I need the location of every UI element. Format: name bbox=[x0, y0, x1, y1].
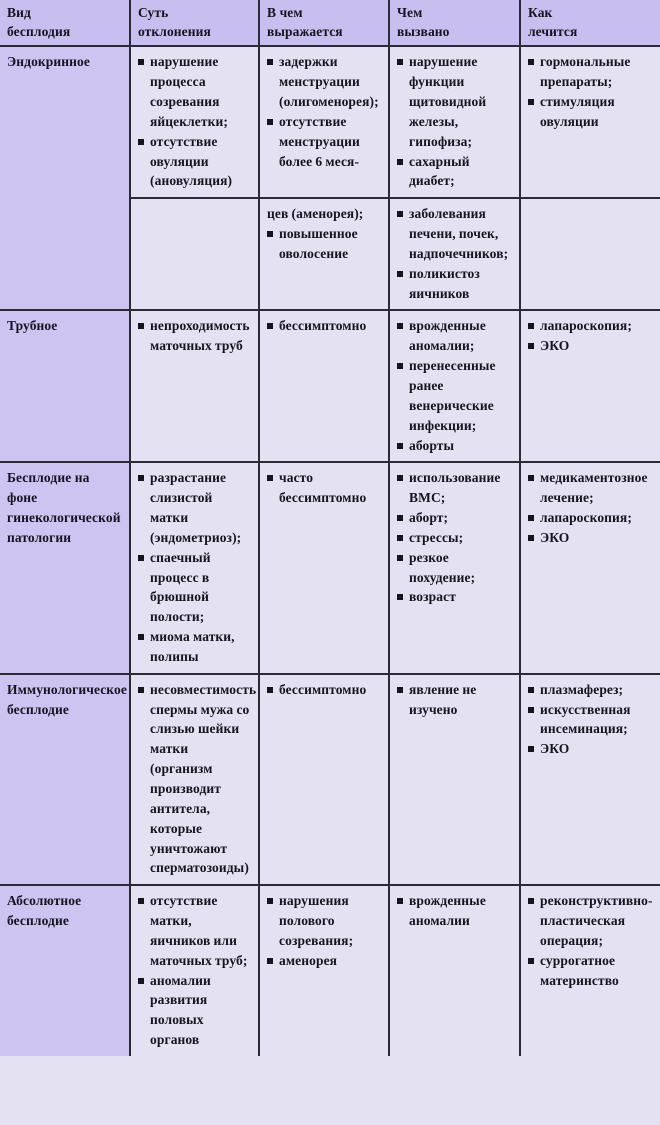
cell-cause bbox=[389, 46, 520, 198]
cause-list bbox=[397, 680, 512, 720]
category-label: Эндокринное bbox=[7, 54, 90, 70]
cause-list bbox=[397, 52, 512, 191]
cell-manifestation bbox=[259, 462, 389, 673]
list-item: лапароскопия; bbox=[528, 316, 653, 336]
table-body bbox=[0, 46, 660, 1056]
column-header-type-line2: бесплодия bbox=[7, 24, 71, 40]
list-item: повышенное оволосение bbox=[267, 224, 381, 264]
column-header-treatment-line2: лечится bbox=[528, 24, 578, 40]
table-row bbox=[0, 310, 660, 462]
cell-category-continued bbox=[0, 198, 130, 310]
cell-manifestation bbox=[259, 674, 389, 885]
list-item: бессимптомно bbox=[267, 680, 381, 700]
list-item: стимуляция овуляции bbox=[528, 92, 653, 132]
cell-essence bbox=[130, 674, 259, 885]
category-label: Трубное bbox=[7, 318, 58, 334]
column-header-manifestation-line2: выражается bbox=[267, 24, 343, 40]
essence-list bbox=[138, 468, 251, 666]
cell-essence bbox=[130, 46, 259, 198]
cell-treatment bbox=[520, 885, 660, 1056]
list-item: реконструктивно-пластическая операция; bbox=[528, 891, 653, 951]
cell-cause bbox=[389, 885, 520, 1056]
list-item: медикаментозное лечение; bbox=[528, 468, 653, 508]
list-item: бессимптомно bbox=[267, 316, 381, 336]
cell-essence bbox=[130, 310, 259, 462]
column-header-manifestation bbox=[259, 0, 389, 46]
list-item: сахарный диабет; bbox=[397, 152, 512, 192]
essence-list bbox=[138, 891, 251, 1050]
list-item: гормональные препараты; bbox=[528, 52, 653, 92]
list-item: разрастание слизистой матки (эндометриоз); bbox=[138, 468, 251, 547]
list-item: использование ВМС; bbox=[397, 468, 512, 508]
column-header-essence bbox=[130, 0, 259, 46]
cell-manifestation bbox=[259, 198, 389, 310]
list-item: непроходимость маточных труб bbox=[138, 316, 251, 356]
column-header-treatment-line1: Как bbox=[528, 5, 553, 20]
list-item: заболевания печени, почек, надпочечников; bbox=[397, 204, 512, 264]
cell-treatment bbox=[520, 46, 660, 198]
cell-cause bbox=[389, 310, 520, 462]
list-item: ЭКО bbox=[528, 528, 653, 548]
list-item: плазмаферез; bbox=[528, 680, 653, 700]
list-item: спаечный процесс в брюшной полости; bbox=[138, 548, 251, 627]
cause-list bbox=[397, 316, 512, 455]
column-header-cause-line1: Чем bbox=[397, 5, 423, 20]
list-item: явление не изучено bbox=[397, 680, 512, 720]
list-item: отсутствие матки, яичников или маточных труб; bbox=[138, 891, 251, 970]
treatment-list bbox=[528, 316, 653, 356]
list-item: резкое похудение; bbox=[397, 548, 512, 588]
cell-manifestation bbox=[259, 310, 389, 462]
column-header-treatment bbox=[520, 0, 660, 46]
list-item: перенесенные ранее венерические инфекции; bbox=[397, 356, 512, 435]
cell-essence bbox=[130, 462, 259, 673]
list-item: нарушение процесса созревания яйцеклетки; bbox=[138, 52, 251, 131]
cause-list bbox=[397, 204, 512, 303]
column-header-cause-line2: вызвано bbox=[397, 24, 450, 40]
table-row bbox=[0, 674, 660, 885]
cell-cause bbox=[389, 462, 520, 673]
list-item: ЭКО bbox=[528, 336, 653, 356]
cell-essence bbox=[130, 885, 259, 1056]
column-header-essence-line1: Суть bbox=[138, 5, 169, 20]
cause-list bbox=[397, 891, 512, 931]
cell-manifestation bbox=[259, 46, 389, 198]
essence-list bbox=[138, 52, 251, 191]
list-item: врожденные аномалии; bbox=[397, 316, 512, 356]
manifestation-list bbox=[267, 52, 381, 171]
cell-category bbox=[0, 885, 130, 1056]
list-item: аномалии развития половых органов bbox=[138, 971, 251, 1050]
treatment-list bbox=[528, 891, 653, 990]
cell-category bbox=[0, 46, 130, 198]
list-item: задержки менструации (олигоменорея); bbox=[267, 52, 381, 112]
cause-list bbox=[397, 468, 512, 607]
cell-cause bbox=[389, 674, 520, 885]
list-item: аборты bbox=[397, 436, 512, 456]
cell-cause bbox=[389, 198, 520, 310]
column-header-type-line1: Вид bbox=[7, 5, 31, 20]
manifestation-list bbox=[267, 316, 381, 336]
table-row bbox=[0, 885, 660, 1056]
cell-treatment bbox=[520, 674, 660, 885]
list-item: стрессы; bbox=[397, 528, 512, 548]
cell-essence bbox=[130, 198, 259, 310]
table-row bbox=[0, 462, 660, 673]
cell-manifestation bbox=[259, 885, 389, 1056]
cell-category bbox=[0, 674, 130, 885]
list-item: миома матки, полипы bbox=[138, 627, 251, 667]
cell-category bbox=[0, 310, 130, 462]
cell-treatment bbox=[520, 198, 660, 310]
manifestation-list bbox=[267, 891, 381, 970]
treatment-list bbox=[528, 680, 653, 759]
list-item: аборт; bbox=[397, 508, 512, 528]
category-label: Абсолютное бесплодие bbox=[7, 893, 82, 929]
list-item: нарушения полового созревания; bbox=[267, 891, 381, 951]
list-item: врожденные аномалии bbox=[397, 891, 512, 931]
column-header-manifestation-line1: В чем bbox=[267, 5, 303, 20]
cell-treatment bbox=[520, 310, 660, 462]
cell-treatment bbox=[520, 462, 660, 673]
treatment-list bbox=[528, 468, 653, 547]
essence-list bbox=[138, 680, 257, 878]
table-header bbox=[0, 0, 660, 46]
list-item: лапароскопия; bbox=[528, 508, 653, 528]
list-item: отсутствие менструации более 6 меся- bbox=[267, 112, 381, 172]
list-item: нарушение функции щитовидной железы, гипофиза; bbox=[397, 52, 512, 151]
manifestation-list bbox=[267, 204, 381, 264]
list-item: возраст bbox=[397, 587, 512, 607]
column-header-essence-line2: отклонения bbox=[138, 24, 211, 40]
manifestation-list bbox=[267, 680, 381, 700]
list-item: ЭКО bbox=[528, 739, 653, 759]
manifestation-list bbox=[267, 468, 381, 508]
essence-list bbox=[138, 316, 251, 356]
list-item-continuation: цев (аменорея); bbox=[267, 206, 364, 222]
category-label: Иммунологическое бесплодие bbox=[7, 681, 127, 717]
treatment-list bbox=[528, 52, 653, 131]
list-item: аменорея bbox=[267, 951, 381, 971]
column-header-type bbox=[0, 0, 130, 46]
list-item: искусственная инсеминация; bbox=[528, 700, 653, 740]
list-item: суррогатное материнство bbox=[528, 951, 653, 991]
category-label: Бесплодие на фоне гинекологической патологии bbox=[7, 470, 121, 545]
list-item: отсутствие овуляции (ановуляция) bbox=[138, 132, 251, 192]
list-item: часто бессимптомно bbox=[267, 468, 381, 508]
table-row bbox=[0, 198, 660, 310]
list-item: поликистоз яичников bbox=[397, 264, 512, 304]
list-item: несовместимость спермы мужа со слизью шейки матки (организм производит антитела, которые уничтожают сперматозоиды) bbox=[138, 680, 251, 878]
header-row bbox=[0, 0, 660, 46]
table-row bbox=[0, 46, 660, 198]
column-header-cause bbox=[389, 0, 520, 46]
cell-category bbox=[0, 462, 130, 673]
